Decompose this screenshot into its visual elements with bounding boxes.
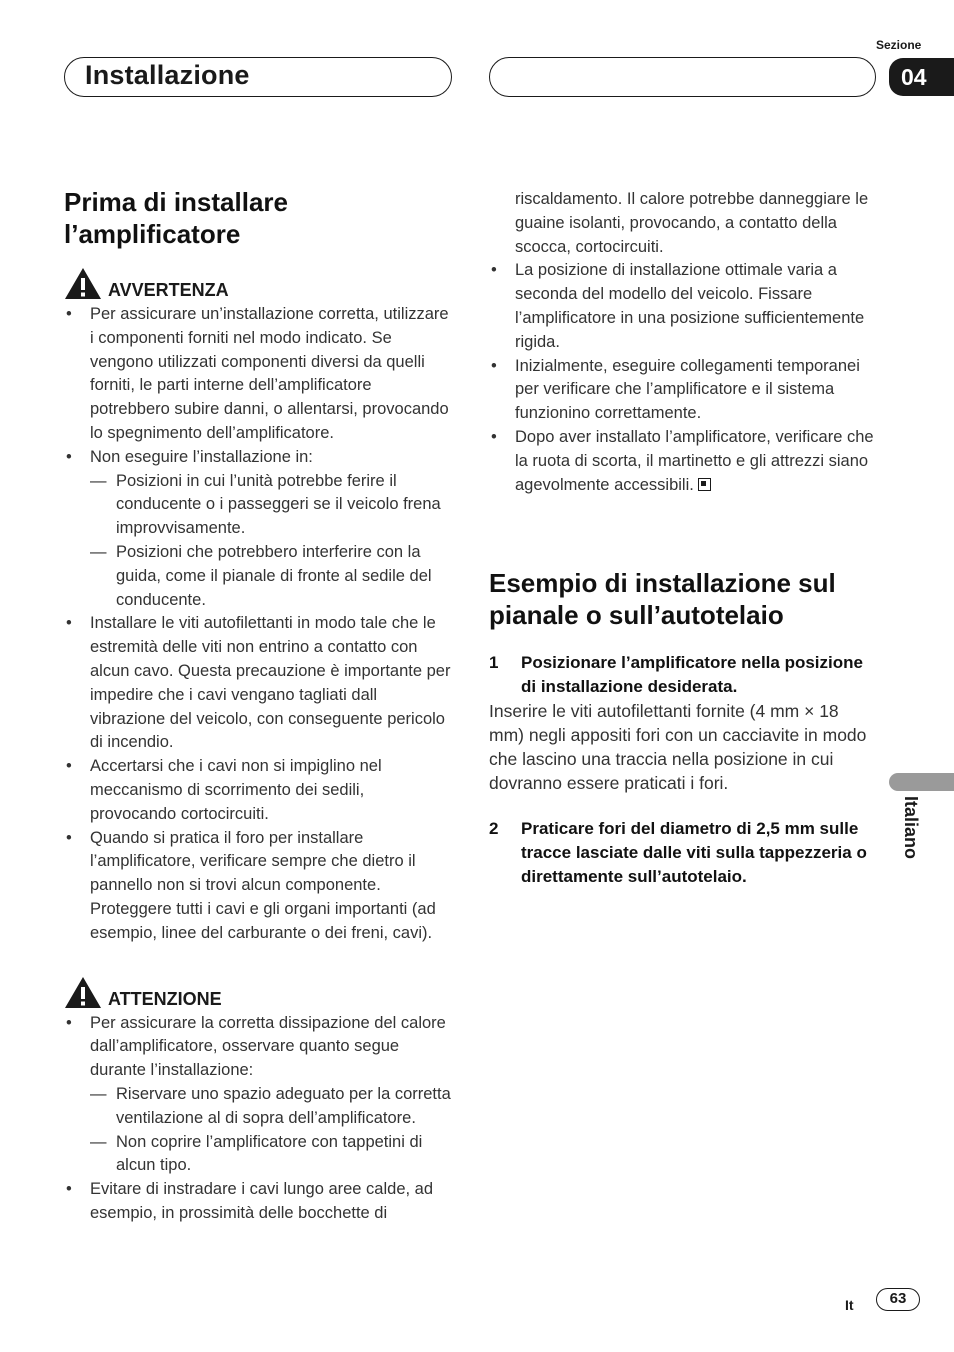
heading-esempio-di-installazione: Esempio di installazione sul pianale o sull’autotelaio (489, 568, 836, 631)
section-number-badge: 04 (889, 58, 954, 96)
page-section-title: Installazione (85, 60, 250, 90)
list-item-text: Dopo aver installato l’amplificatore, verificare che la ruota di scorta, il martinetto e gli attrezzi siano agevolmente accessibili. (515, 427, 874, 494)
sub-list-item: — Posizioni che potrebbero interferire con la guida, come il pianale di fronte al sedile del conducente. (90, 541, 454, 612)
step-heading (489, 817, 877, 889)
list-item: • Per assicurare un’installazione corretta, utilizzare i componenti forniti nel modo indicato. Se vengono utilizzati componenti diversi da quelli forniti, le parti interne dell’amplificatore potrebbero subire danni, o allentarsi, provocando lo spegnimento dell’amplificatore. (64, 303, 454, 446)
list-item: • Quando si pratica il foro per installare l’amplificatore, verificare sempre che dietro il pannello non si trovi alcun componente. Proteggere tutti i cavi e gli organi importanti (ad esempio, linee del carburante o dei freni, cavi). (64, 827, 454, 946)
caution-list (64, 1012, 454, 1226)
page-number: 63 (876, 1288, 920, 1311)
list-item (489, 426, 877, 497)
warning-triangle-icon (64, 267, 102, 300)
list-item: • Installare le viti autofilettanti in modo tale che le estremità delle viti non entrino a contatto con alcun cavo. Questa precauzione è importante per impedire che i cavi vengano tagliati dall vibrazione del veicolo, con conseguente pericolo di incendio. (64, 612, 454, 755)
step-2 (489, 817, 877, 889)
sub-list-item: — Posizioni in cui l’unità potrebbe ferire il conducente o i passeggeri se il veicolo frena improvvisamente. (90, 470, 454, 541)
left-column (64, 186, 454, 1226)
list-item: • Evitare di instradare i cavi lungo aree calde, ad esempio, in prossimità delle bocchette di (64, 1178, 454, 1226)
caution-header (64, 976, 454, 1009)
sub-list (90, 1083, 454, 1178)
end-of-section-icon (698, 478, 711, 491)
step-1 (489, 651, 877, 795)
warning-list (64, 303, 454, 946)
right-column (489, 188, 877, 889)
right-bullet-list (489, 259, 877, 497)
step-heading (489, 651, 877, 699)
warning-header (64, 267, 454, 300)
section-label: Sezione (876, 38, 922, 52)
continuation-text: riscaldamento. Il calore potrebbe danneggiare le guaine isolanti, provocando, a contatto della scocca, cortocircuiti. (515, 190, 869, 256)
header-title-pill (64, 57, 452, 97)
list-item (64, 1012, 454, 1179)
step-title: Posizionare l’amplificatore nella posizione di installazione desiderata. (521, 653, 863, 697)
sub-list-item: — Riservare uno spazio adeguato per la corretta ventilazione al di sopra dell’amplificatore. (90, 1083, 454, 1131)
sub-list-item: — Non coprire l’amplificatore con tappetini di alcun tipo. (90, 1131, 454, 1179)
header-blank-pill (489, 57, 876, 97)
step-body: Inserire le viti autofilettanti fornite (4 mm × 18 mm) negli appositi fori con un cacciavite in modo che lascino una traccia nella posizione in cui dovranno essere praticati i fori. (489, 701, 867, 794)
list-item-text: Per assicurare la corretta dissipazione del calore dall’amplificatore, osservare quanto segue durante l’installazione: (90, 1013, 446, 1080)
caution-triangle-icon (64, 976, 102, 1009)
footer-lang-code: It (845, 1297, 854, 1313)
list-item: • Inizialmente, eseguire collegamenti temporanei per verificare che l’amplificatore e il sistema funzionino correttamente. (489, 355, 877, 426)
caution-title: ATTENZIONE (108, 988, 222, 1009)
list-item: • La posizione di installazione ottimale varia a seconda del modello del veicolo. Fissare l’amplificatore in una posizione sufficientemente rigida. (489, 259, 877, 354)
sub-list (90, 470, 454, 613)
heading-prima-di-installare: Prima di installare l’amplificatore (64, 187, 288, 249)
step-title: Praticare fori del diametro di 2,5 mm sulle tracce lasciate dalle viti sulla tappezzeria o direttamente sull’autotelaio. (521, 819, 867, 887)
language-tab (889, 773, 954, 791)
list-item-text: Non eseguire l’installazione in: (90, 447, 313, 466)
step-number: 2 (489, 819, 499, 839)
language-label: Italiano (901, 796, 921, 860)
list-item (64, 446, 454, 613)
warning-title: AVVERTENZA (108, 280, 229, 300)
step-number: 1 (489, 653, 499, 673)
list-item: • Accertarsi che i cavi non si impiglino nel meccanismo di scorrimento dei sedili, provocando cortocircuiti. (64, 755, 454, 826)
